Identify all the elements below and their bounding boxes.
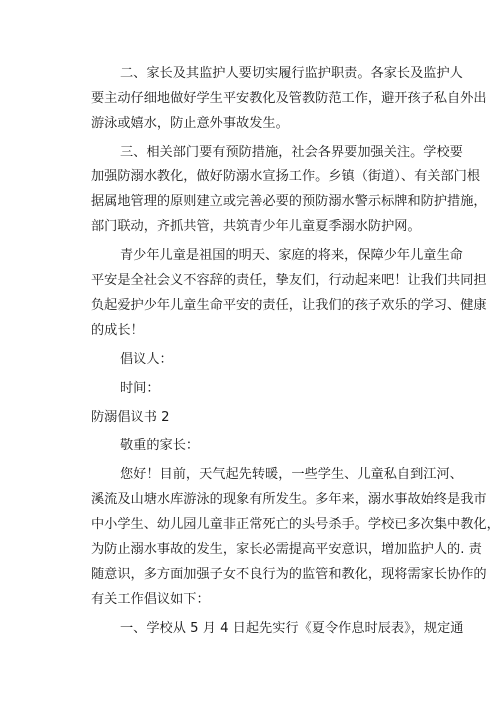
paragraph-5-line-4: 为防止溺水事故的发生，家长必需提高平安意识，增加监护人的. 责 (91, 542, 482, 557)
paragraph-5-line-6: 有关工作倡议如下： (91, 592, 210, 607)
salutation: 敬重的家长： (120, 438, 200, 453)
paragraph-5-line-5: 随意识，多方面加强子女不良行为的监管和教化，现将需家长协作的 (91, 567, 487, 582)
date-label: 时间： (120, 381, 160, 396)
paragraph-5-line-2: 溪流及山塘水库游泳的现象有所发生。多年来，溺水事故始终是我市 (91, 492, 487, 507)
paragraph-6-line-1: 一、学校从 5 月 4 日起先实行《夏令作息时辰表》，规定通 (120, 621, 464, 636)
paragraph-2-line-3: 游泳或嬉水，防止意外事故发生。 (91, 116, 289, 131)
paragraph-3-line-1: 三、相关部门要有预防措施，社会各界要加强关注。学校要 (120, 145, 463, 160)
section-title: 防溺倡议书 2 (91, 410, 170, 425)
paragraph-4-line-4: 的成长！ (91, 323, 144, 338)
paragraph-4-line-1: 青少年儿童是祖国的明天、家庭的将来，保障少年儿童生命 (120, 248, 463, 263)
paragraph-5-line-3: 中小学生、幼儿园儿童非正常死亡的头号杀手。学校已多次集中教化， (91, 517, 500, 532)
paragraph-3-line-3: 据属地管理的原则建立或完善必要的预防溺水警示标牌和防护措施， (91, 194, 487, 209)
paragraph-2-line-2: 要主动仔细地做好学生平安教化及管教防范工作，避开孩子私自外出 (91, 91, 487, 106)
paragraph-3-line-4: 部门联动，齐抓共管，共筑青少年儿童夏季溺水防护网。 (91, 219, 421, 234)
paragraph-4-line-2: 平安是全社会义不容辞的责任，挚友们，行动起来吧！让我们共同担 (91, 273, 487, 288)
paragraph-5-line-1: 您好！目前，天气起先转暖，一些学生、儿童私自到江河、 (120, 467, 463, 482)
paragraph-2-line-1: 二、家长及其监护人要切实履行监护职责。各家长及监护人 (120, 66, 463, 81)
signature-label: 倡议人： (120, 352, 173, 367)
paragraph-4-line-3: 负起爱护少年儿童生命平安的责任，让我们的孩子欢乐的学习、健康 (91, 298, 487, 313)
paragraph-3-line-2: 加强防溺水教化，做好防溺水宣扬工作。乡镇（街道）、有关部门根 (91, 169, 481, 184)
